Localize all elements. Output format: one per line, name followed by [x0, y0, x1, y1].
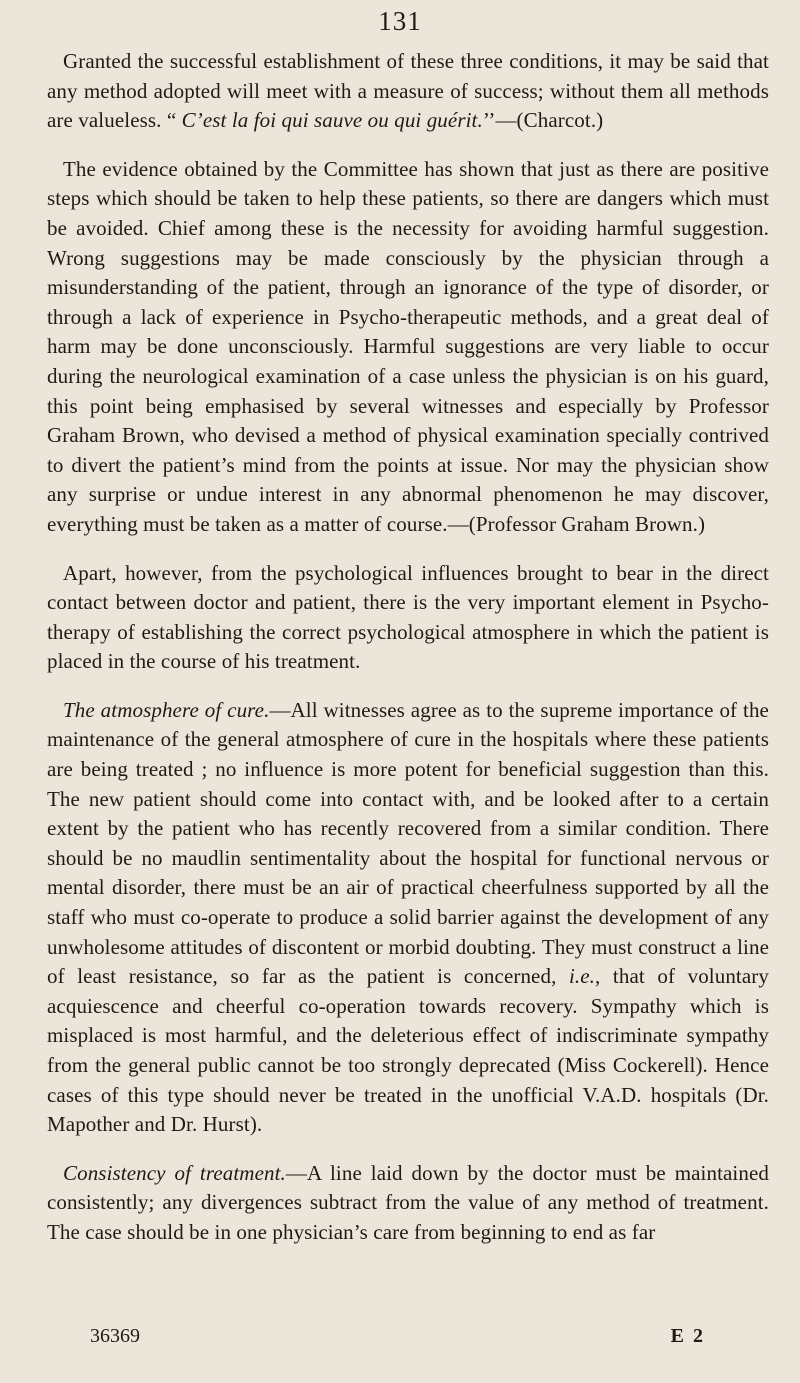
section-heading: The atmosphere of cure.	[63, 697, 270, 722]
page-number: 131	[378, 6, 422, 36]
paragraph-consistency-of-treatment: Consistency of treatment.—A line laid down by the doctor must be maintained consistently; any divergences subtract from the value of any method of treatment. The case should be in one physician’s care from beginning to end as far	[47, 1160, 769, 1244]
page-footer	[90, 1325, 705, 1348]
paragraph-harmful-suggestion: The evidence obtained by the Committee has shown that just as there are positive steps which should be taken to help these patients, so there are dangers which must be avoided. Chief among these is the necessity for avoiding harmful suggestion. Wrong suggestions may be made consciously by the physician through a misunderstanding of the patient, through an ignorance of the type of disorder, or through a lack of experience in Psycho-therapeutic methods, and a great deal of harm may be done unconsciously. Harmful suggestions are very liable to occur during the neurological examination of a case unless the physician is on his guard, this point being emphasised by several witnesses and especially by Professor Graham Brown, who devised a method of physical examination specially contrived to divert the patient’s mind from the points at issue. Nor may the physician show any surprise or undue interest in any abnormal phenomenon he may discover, everything must be taken as a matter of course.—(Professor Graham Brown.)	[47, 156, 769, 536]
print-code: 36369	[90, 1325, 140, 1347]
paragraph-psychological-atmosphere: Apart, however, from the psychological influences brought to bear in the direct contact between doctor and patient, there is the very important element in Psycho-therapy of establishing the correct psychological atmosphere in which the patient is placed in the course of his treatment.	[47, 560, 769, 674]
paragraph-charcot: Granted the successful establishment of these three conditions, it may be said that any method adopted will meet with a measure of success; without them all methods are valueless. “ C’est la foi qui sauve ou qui guérit.’’—(Charcot.)	[47, 49, 769, 133]
body-text	[47, 47, 769, 1248]
paragraph-atmosphere-of-cure: The atmosphere of cure.—All witnesses agree as to the supreme importance of the maintenance of the general atmosphere of cure in the hospitals where these patients are being treated ; no influence is more potent for beneficial suggestion than this. The new patient should come into contact with, and be looked after to a certain extent by the patient who has recently recovered from a similar condition. There should be no maudlin sentimentality about the hospital for functional nervous or mental disorder, there must be an air of practical cheerfulness supported by all the staff who must co-operate to produce a solid barrier against the development of any unwholesome attitudes of discontent or morbid doubting. They must construct a line of least resistance, so far as the patient is concerned, i.e., that of voluntary acquiescence and cheerful co-operation towards recovery. Sympathy which is misplaced is most harmful, and the deleterious effect of indiscriminate sympathy from the general public cannot be too strongly deprecated (Miss Cockerell). Hence cases of this type should never be treated in the unofficial V.A.D. hospitals (Dr. Mapother and Dr. Hurst).	[47, 697, 769, 1137]
signature-mark: E 2	[670, 1325, 705, 1347]
section-heading: Consistency of treatment.	[63, 1160, 286, 1185]
